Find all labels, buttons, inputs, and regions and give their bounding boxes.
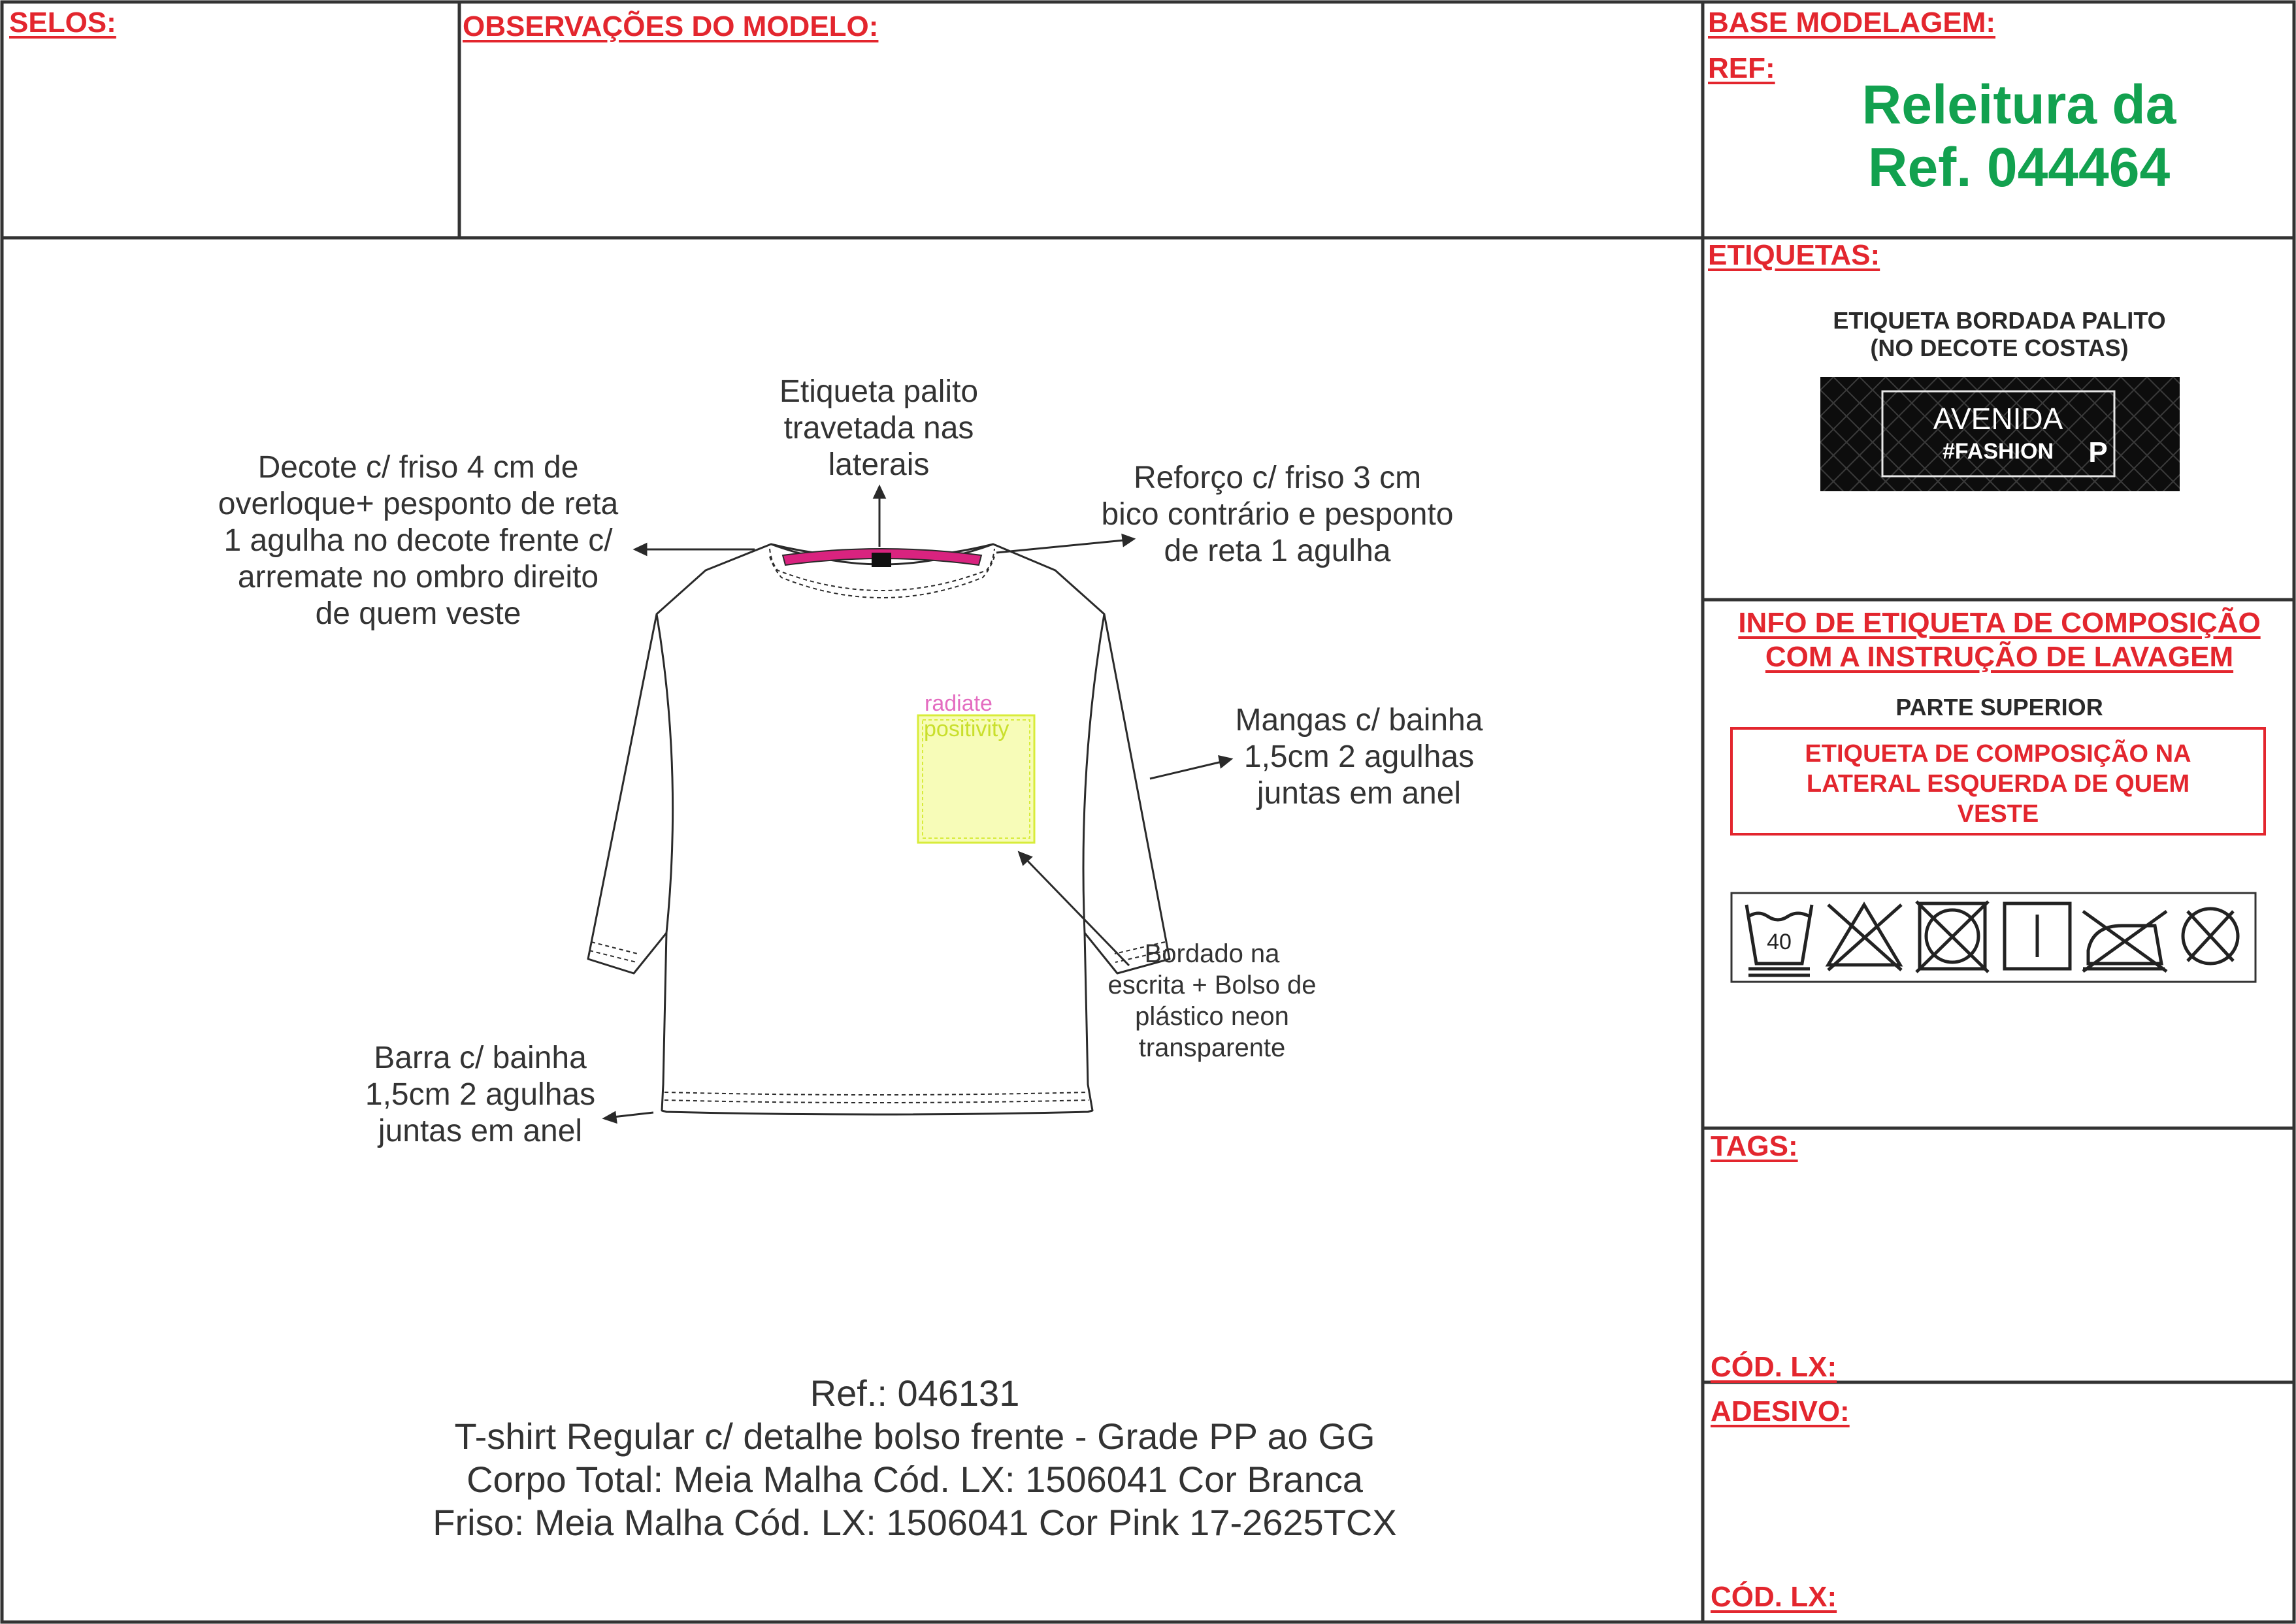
annotation-line: travetada nas	[783, 411, 974, 446]
annotation-line: arremate no ombro direito	[237, 560, 599, 594]
annotation-line: bico contrário e pesponto	[1101, 497, 1454, 532]
annotation-line: Bordado na	[1144, 939, 1280, 968]
annotation-line: 1,5cm 2 agulhas	[1243, 739, 1475, 774]
composicao-title-line: INFO DE ETIQUETA DE COMPOSIÇÃO	[1738, 607, 2261, 639]
annotation-line: escrita + Bolso de	[1107, 971, 1317, 999]
composicao-box-line: ETIQUETA DE COMPOSIÇÃO NA	[1805, 740, 2191, 768]
annotation-line: transparente	[1138, 1033, 1286, 1062]
ref-title	[1712, 73, 2296, 199]
cod-lx-header-2: CÓD. LX:	[1711, 1581, 1837, 1613]
observacoes-header: OBSERVAÇÕES DO MODELO:	[463, 10, 879, 42]
annotation-line: plástico neon	[1135, 1002, 1289, 1031]
tags-header: TAGS:	[1711, 1130, 1798, 1162]
parte-superior-label: PARTE SUPERIOR	[1895, 694, 2103, 721]
composicao-box	[1730, 727, 2266, 836]
annotation-line: Etiqueta palito	[779, 374, 979, 409]
cod-lx-header-1: CÓD. LX:	[1711, 1351, 1837, 1383]
composicao-title-line: COM A INSTRUÇÃO DE LAVAGEM	[1765, 641, 2234, 673]
pocket-text-radiate: radiate	[925, 691, 992, 716]
annotation-decote	[189, 449, 647, 632]
annotation-line: Reforço c/ friso 3 cm	[1133, 461, 1422, 495]
brand-label-image	[1820, 377, 2180, 491]
base-modelagem-header: BASE MODELAGEM:	[1708, 7, 1995, 39]
pocket-text-positivity: positivity	[924, 717, 1009, 741]
selos-header: SELOS:	[9, 7, 116, 39]
brand-size: P	[2088, 436, 2108, 468]
product-description	[327, 1372, 1503, 1544]
description-line: Corpo Total: Meia Malha Cód. LX: 1506041 Cor Branca	[467, 1459, 1363, 1500]
annotation-line: juntas em anel	[378, 1114, 583, 1148]
composicao-box-line: LATERAL ESQUERDA DE QUEM	[1806, 770, 2190, 798]
annotation-reforco	[1072, 460, 1483, 570]
brand-tagline: #FASHION	[1942, 439, 2054, 464]
description-line: Friso: Meia Malha Cód. LX: 1506041 Cor Pink 17-2625TCX	[433, 1502, 1397, 1543]
neck-label-icon	[872, 553, 891, 567]
annotation-bordado	[1072, 938, 1353, 1064]
annotation-line: Mangas c/ bainha	[1235, 703, 1483, 738]
etiqueta-caption	[1712, 307, 2287, 362]
annotation-line: overloque+ pesponto de reta	[218, 487, 619, 521]
annotation-line: 1,5cm 2 agulhas	[365, 1077, 596, 1112]
annotation-line: de quem veste	[315, 596, 521, 631]
etiqueta-caption-line: (NO DECOTE COSTAS)	[1870, 334, 2129, 361]
annotation-line: laterais	[828, 447, 930, 482]
care-symbols	[1730, 892, 2257, 983]
ref-header: REF:	[1708, 52, 1775, 84]
annotation-line: Decote c/ friso 4 cm de	[257, 450, 579, 485]
annotation-line: de reta 1 agulha	[1164, 534, 1391, 568]
wash-temperature: 40	[1767, 930, 1792, 954]
description-line: Ref.: 046131	[810, 1372, 1020, 1414]
etiqueta-caption-line: ETIQUETA BORDADA PALITO	[1833, 307, 2166, 334]
annotation-mangas	[1202, 702, 1516, 812]
composicao-title	[1705, 606, 2293, 674]
annotation-line: 1 agulha no decote frente c/	[223, 523, 613, 558]
composicao-box-line: VESTE	[1957, 800, 2039, 828]
annotation-line: juntas em anel	[1256, 776, 1462, 811]
annotation-line: Barra c/ bainha	[374, 1041, 587, 1075]
description-line: T-shirt Regular c/ detalhe bolso frente - Grade PP ao GG	[454, 1416, 1375, 1457]
annotation-barra	[333, 1040, 627, 1150]
etiquetas-header: ETIQUETAS:	[1708, 239, 1880, 271]
ref-title-line: Releitura da	[1861, 74, 2176, 135]
brand-name: AVENIDA	[1933, 402, 2063, 436]
ref-title-line: Ref. 044464	[1867, 137, 2171, 198]
annotation-etiqueta-palito	[738, 374, 1019, 483]
adesivo-header: ADESIVO:	[1711, 1395, 1850, 1427]
